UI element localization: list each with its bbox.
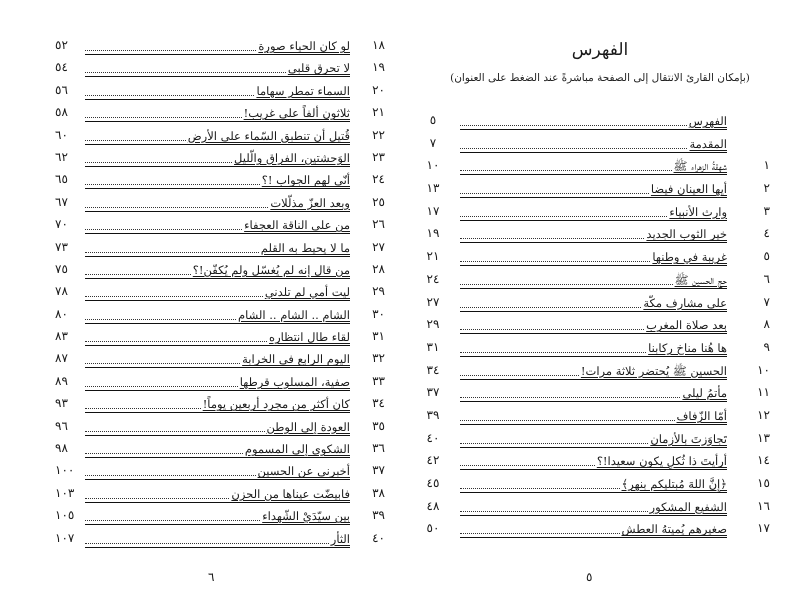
page-title: الفهرس: [571, 40, 629, 60]
toc-link[interactable]: [85, 194, 350, 212]
page-reference: ٥٤: [55, 60, 68, 75]
chapter-title[interactable]: صفية، المسلوب قرطها: [239, 374, 350, 389]
toc-link[interactable]: [85, 395, 350, 413]
page-reference: ٦٢: [55, 149, 68, 164]
dot-leader: [85, 407, 201, 409]
toc-link[interactable]: [85, 239, 350, 257]
dot-leader: [460, 215, 667, 217]
chapter-number: ٥: [763, 249, 770, 264]
page-reference: ٥٨: [55, 105, 68, 120]
toc-entry[interactable]: [55, 485, 385, 507]
chapter-title[interactable]: وبعد العزّ مذلّلات: [270, 195, 350, 210]
page-reference: ٧: [429, 135, 437, 150]
dot-leader: [85, 206, 268, 208]
toc-link[interactable]: [460, 294, 727, 312]
toc-link[interactable]: [85, 283, 350, 301]
chapter-number: ١٠: [757, 362, 770, 377]
chapter-number: ٢٦: [372, 217, 385, 232]
chapter-number: ٣٤: [372, 396, 385, 411]
chapter-title[interactable]: كان أكثر من مجرد أربعين يوماً!: [202, 397, 350, 412]
chapter-number: ٣٨: [372, 485, 385, 500]
chapter-number: ١: [763, 158, 770, 173]
right-page: [400, 0, 800, 601]
chapter-number: ١٩: [372, 60, 385, 75]
chapter-number: ٣٩: [372, 508, 385, 523]
page-reference: ٥: [429, 113, 437, 127]
dot-leader: [460, 306, 641, 308]
toc-link[interactable]: [460, 520, 727, 538]
toc-link[interactable]: [85, 507, 350, 525]
chapter-title[interactable]: أنّى لهم الجواب !؟: [261, 173, 350, 188]
dot-leader: [85, 519, 260, 521]
chapter-number: ٢٠: [372, 82, 385, 97]
dot-leader: [460, 351, 646, 353]
chapter-title[interactable]: أيها العينان فيضا: [650, 182, 727, 197]
chapter-title[interactable]: الفهرس: [688, 114, 727, 128]
dot-leader: [85, 430, 265, 432]
chapter-title[interactable]: من قال إنه لم يُغسّل ولم يُكفّن!؟: [192, 262, 350, 277]
page-reference: ٩٨: [55, 441, 68, 456]
toc-entry[interactable]: [55, 104, 385, 126]
chapter-title[interactable]: العودة إلى الوطن: [266, 419, 350, 434]
page-reference: ٩٣: [55, 396, 68, 411]
toc-link[interactable]: [85, 82, 350, 100]
toc-link[interactable]: [85, 462, 350, 480]
page-reference: ٥٦: [55, 82, 68, 97]
page-reference: ٨٠: [55, 306, 68, 321]
chapter-title[interactable]: شهقةُ الزهراء ﷺ: [673, 159, 727, 174]
chapter-number: ٦: [763, 271, 770, 286]
dot-leader: [85, 116, 242, 118]
dot-leader: [85, 452, 243, 454]
page-reference: ٥٢: [55, 38, 68, 52]
page-reference: ١٠٠: [55, 463, 75, 478]
page-subtitle: (بإمكان القارئ الانتقال إلى الصفحة مباشرةً عند الضغط على العنوان): [450, 72, 750, 84]
chapter-number: ٢٧: [372, 239, 385, 254]
toc-entry[interactable]: [55, 462, 385, 484]
toc-link[interactable]: [460, 135, 727, 153]
chapter-title[interactable]: الوَحشتين، الفراق والّليل: [234, 150, 350, 165]
dot-leader: [460, 169, 672, 171]
chapter-title[interactable]: فابيضّت عيناها من الحزن: [231, 486, 350, 501]
dot-leader: [460, 147, 687, 149]
toc-entry[interactable]: [55, 37, 385, 59]
page-reference: ٦٥: [55, 172, 68, 187]
toc-link[interactable]: [85, 127, 350, 145]
toc-entry[interactable]: [55, 216, 385, 238]
page-reference: ٤٥: [426, 476, 440, 490]
toc-link[interactable]: [85, 149, 350, 167]
toc-link[interactable]: [85, 328, 350, 346]
chapter-title[interactable]: الحسين ﷺ يُحتضر ثلاثة مرات!: [580, 363, 727, 378]
chapter-title[interactable]: الشفيع المشكور: [649, 499, 727, 514]
chapter-title[interactable]: مأتمُ ليلى: [682, 386, 727, 401]
toc-entry[interactable]: [425, 135, 770, 158]
page-reference: ١٩: [426, 226, 440, 241]
toc-entry[interactable]: [425, 452, 770, 475]
dot-leader: [460, 464, 595, 466]
toc-entry[interactable]: [425, 362, 770, 385]
dot-leader: [85, 474, 256, 476]
toc-list-right: [425, 112, 770, 543]
dot-leader: [460, 328, 644, 330]
page-reference: ١٠٥: [55, 508, 75, 523]
toc-entry[interactable]: [55, 239, 385, 261]
page-reference: ٩٦: [55, 418, 68, 433]
chapter-title[interactable]: ليت أمي لم تلدني: [264, 285, 350, 300]
dot-leader: [460, 419, 675, 421]
toc-link[interactable]: [460, 362, 727, 380]
dot-leader: [460, 124, 687, 126]
toc-link[interactable]: [460, 271, 727, 289]
toc-entry[interactable]: [55, 418, 385, 440]
chapter-number: ١٤: [757, 453, 770, 468]
toc-entry[interactable]: [55, 127, 385, 149]
toc-entry[interactable]: [55, 530, 385, 552]
toc-link[interactable]: [85, 261, 350, 279]
toc-entry[interactable]: [55, 373, 385, 395]
page-reference: ١٠٧: [55, 530, 75, 545]
toc-entry[interactable]: [55, 171, 385, 193]
page-reference: ١٣: [426, 181, 440, 196]
chapter-title[interactable]: ثلاثون ألفاً على غريب!: [243, 106, 350, 121]
toc-link[interactable]: [460, 430, 727, 448]
chapter-number: ٣٣: [372, 373, 385, 388]
chapter-number: ٢٩: [372, 284, 385, 299]
dot-leader: [85, 542, 329, 544]
dot-leader: [460, 442, 648, 444]
chapter-number: ١٣: [757, 430, 770, 445]
toc-link[interactable]: [460, 112, 727, 130]
toc-entry[interactable]: [425, 475, 770, 498]
chapter-title[interactable]: الثأر: [330, 531, 350, 546]
page-reference: ٤٨: [426, 498, 440, 513]
chapter-title[interactable]: لقاء طال انتظاره: [269, 330, 350, 345]
page-reference: ١٧: [426, 203, 440, 218]
page-number-right: ٥: [586, 570, 593, 584]
chapter-title[interactable]: تَجاوَزتَ بالأزمان: [650, 431, 727, 446]
chapter-title[interactable]: قُتيل أن تنطبق السّماء على الأرض: [187, 128, 350, 143]
page-reference: ٣٧: [426, 385, 440, 400]
page-reference: ٧٠: [55, 217, 68, 232]
chapter-number: ١٨: [372, 38, 385, 52]
chapter-title[interactable]: أخبرني عن الحسين: [257, 464, 350, 479]
toc-entry[interactable]: [425, 157, 770, 180]
toc-link[interactable]: [460, 248, 727, 266]
dot-leader: [460, 192, 649, 194]
toc-link[interactable]: [460, 225, 727, 243]
chapter-title[interactable]: السماء تمطر سهاما: [256, 83, 350, 98]
dot-leader: [85, 251, 259, 253]
chapter-number: ٩: [763, 339, 770, 354]
dot-leader: [85, 362, 240, 364]
page-reference: ٣٩: [426, 407, 440, 422]
chapter-number: ١٥: [757, 476, 770, 490]
dot-leader: [85, 94, 254, 96]
toc-link[interactable]: [85, 530, 350, 548]
toc-link[interactable]: [460, 180, 727, 198]
chapter-number: ١٢: [757, 407, 770, 422]
chapter-number: ٢٨: [372, 261, 385, 276]
toc-entry[interactable]: [425, 271, 770, 294]
dot-leader: [460, 260, 650, 262]
toc-link[interactable]: [460, 452, 727, 470]
toc-link[interactable]: [460, 316, 727, 334]
chapter-title[interactable]: ما لا يحيط به القلم: [260, 240, 350, 255]
page-reference: ٦٠: [55, 127, 68, 142]
toc-entry[interactable]: [55, 82, 385, 104]
dot-leader: [85, 71, 286, 73]
dot-leader: [460, 487, 620, 489]
toc-entry[interactable]: [55, 306, 385, 328]
toc-entry[interactable]: [425, 294, 770, 317]
toc-link[interactable]: [85, 171, 350, 189]
toc-link[interactable]: [460, 157, 727, 175]
toc-entry[interactable]: [55, 194, 385, 216]
toc-entry[interactable]: [425, 180, 770, 203]
toc-link[interactable]: [460, 203, 727, 221]
chapter-title[interactable]: أمّا الزّفاف: [676, 408, 727, 423]
dot-leader: [460, 396, 680, 398]
chapter-number: ٢٣: [372, 149, 385, 164]
toc-link[interactable]: [460, 407, 727, 425]
page-reference: ٣٤: [426, 362, 440, 377]
chapter-number: ٣: [763, 203, 770, 218]
toc-entry[interactable]: [55, 328, 385, 350]
chapter-number: ٢٢: [372, 127, 385, 142]
dot-leader: [460, 237, 644, 239]
chapter-title[interactable]: غريبة في وطنها: [652, 250, 727, 265]
toc-link[interactable]: [460, 384, 727, 402]
dot-leader: [460, 283, 673, 285]
chapter-number: ٢١: [372, 105, 385, 120]
toc-entry[interactable]: [425, 498, 770, 521]
chapter-number: ١٧: [757, 521, 770, 536]
page-reference: ١٠: [426, 158, 440, 173]
dot-leader: [85, 340, 267, 342]
chapter-title[interactable]: اليوم الرابع في الخرابة: [242, 352, 350, 367]
chapter-number: ٢٤: [372, 172, 385, 187]
chapter-title[interactable]: ﴿إِنَّ اللهَ مُبتليكم بنهر﴾: [621, 477, 727, 491]
chapter-number: ٤٠: [372, 530, 385, 545]
toc-link[interactable]: [85, 306, 350, 324]
toc-entry[interactable]: [55, 283, 385, 305]
chapter-title[interactable]: خير الثوب الجديد: [646, 227, 727, 242]
page-reference: ٢٤: [426, 271, 440, 286]
chapter-number: ٧: [763, 294, 770, 309]
toc-entry[interactable]: [425, 316, 770, 339]
toc-link[interactable]: [460, 339, 727, 357]
chapter-title[interactable]: لو كان الحياء صورة: [258, 39, 350, 53]
toc-entry[interactable]: [55, 440, 385, 462]
toc-link[interactable]: [85, 104, 350, 122]
chapter-title[interactable]: الشكوى إلى المسموم: [244, 442, 350, 457]
page-reference: ٥٠: [426, 521, 440, 536]
toc-link[interactable]: [85, 373, 350, 391]
dot-leader: [460, 532, 620, 534]
toc-link[interactable]: [85, 216, 350, 234]
toc-entry[interactable]: [55, 59, 385, 81]
toc-entry[interactable]: [425, 339, 770, 362]
chapter-title[interactable]: المقدمة: [689, 136, 727, 151]
dot-leader: [85, 161, 232, 163]
chapter-title[interactable]: صغيرهم يُميتهُ العطش: [621, 522, 727, 537]
page-reference: ٦٧: [55, 194, 68, 209]
chapter-number: ٣٥: [372, 418, 385, 433]
toc-link[interactable]: [85, 418, 350, 436]
toc-link[interactable]: [460, 498, 727, 516]
dot-leader: [85, 139, 186, 141]
chapter-number: ٢٥: [372, 194, 385, 209]
page-reference: ٧٨: [55, 284, 68, 299]
toc-list-left: [55, 37, 385, 552]
chapter-number: ٢: [763, 181, 770, 196]
toc-entry[interactable]: [425, 430, 770, 453]
toc-entry[interactable]: [425, 520, 770, 543]
page-reference: ٤٠: [426, 430, 440, 445]
dot-leader: [85, 49, 256, 51]
toc-entry[interactable]: [425, 203, 770, 226]
toc-entry[interactable]: [425, 407, 770, 430]
chapter-title[interactable]: حج الحسين ﷺ: [674, 272, 727, 287]
chapter-title[interactable]: بعد صلاة المغرب: [646, 318, 727, 333]
chapter-number: ١١: [757, 385, 770, 400]
chapter-number: ٤: [763, 226, 770, 241]
page-reference: ٣١: [426, 339, 440, 354]
dot-leader: [460, 374, 579, 376]
page-reference: ٧٣: [55, 239, 68, 254]
chapter-title[interactable]: ها هُنا مناخ ركابنا: [648, 340, 727, 355]
toc-entry[interactable]: [425, 248, 770, 271]
page-reference: ٨٧: [55, 351, 68, 366]
chapter-title[interactable]: على مشارف مكّة: [643, 295, 727, 310]
dot-leader: [85, 295, 263, 297]
page-reference: ٨٣: [55, 329, 68, 344]
chapter-title[interactable]: بين سيّدَيْ الشّهداء: [262, 509, 350, 524]
page-number-left: ٦: [208, 570, 215, 584]
dot-leader: [85, 228, 242, 230]
toc-link[interactable]: [85, 59, 350, 77]
toc-entry[interactable]: [55, 395, 385, 417]
toc-entry[interactable]: [425, 384, 770, 407]
toc-entry[interactable]: [425, 225, 770, 248]
chapter-title[interactable]: وارث الأنبياء: [669, 204, 727, 219]
dot-leader: [460, 510, 648, 512]
chapter-number: ٣٢: [372, 351, 385, 366]
chapter-number: ٣٧: [372, 463, 385, 478]
toc-link[interactable]: [460, 475, 727, 493]
toc-link[interactable]: [85, 37, 350, 55]
toc-link[interactable]: [85, 485, 350, 503]
page-reference: ٢٩: [426, 317, 440, 332]
dot-leader: [85, 273, 191, 275]
page-reference: ٤٢: [426, 453, 440, 468]
dot-leader: [85, 318, 236, 320]
chapter-number: ١٦: [757, 498, 770, 513]
page-reference: ٧٥: [55, 261, 68, 276]
chapter-number: ٣٦: [372, 441, 385, 456]
toc-entry[interactable]: [55, 350, 385, 372]
chapter-title[interactable]: أرأيتَ ذا ثُكلٍ يكون سعيدا!؟: [596, 454, 727, 469]
toc-entry[interactable]: [55, 507, 385, 529]
toc-entry[interactable]: [55, 261, 385, 283]
dot-leader: [85, 183, 260, 185]
toc-entry[interactable]: [425, 112, 770, 135]
toc-link[interactable]: [85, 350, 350, 368]
dot-leader: [85, 385, 238, 387]
toc-entry[interactable]: [55, 149, 385, 171]
chapter-number: ٨: [763, 317, 770, 332]
page-reference: ٨٩: [55, 373, 68, 388]
chapter-title[interactable]: لا تحرق قلبي: [287, 61, 350, 76]
chapter-title[interactable]: الشام .. الشام .. الشام: [238, 307, 350, 322]
chapter-number: ٣٠: [372, 306, 385, 321]
page-reference: ١٠٣: [55, 485, 75, 500]
dot-leader: [85, 497, 229, 499]
chapter-number: ٣١: [372, 329, 385, 344]
toc-link[interactable]: [85, 440, 350, 458]
chapter-title[interactable]: من على الناقة العجفاء: [244, 218, 350, 233]
page-reference: ٢١: [426, 249, 440, 264]
page-reference: ٢٧: [426, 294, 440, 309]
